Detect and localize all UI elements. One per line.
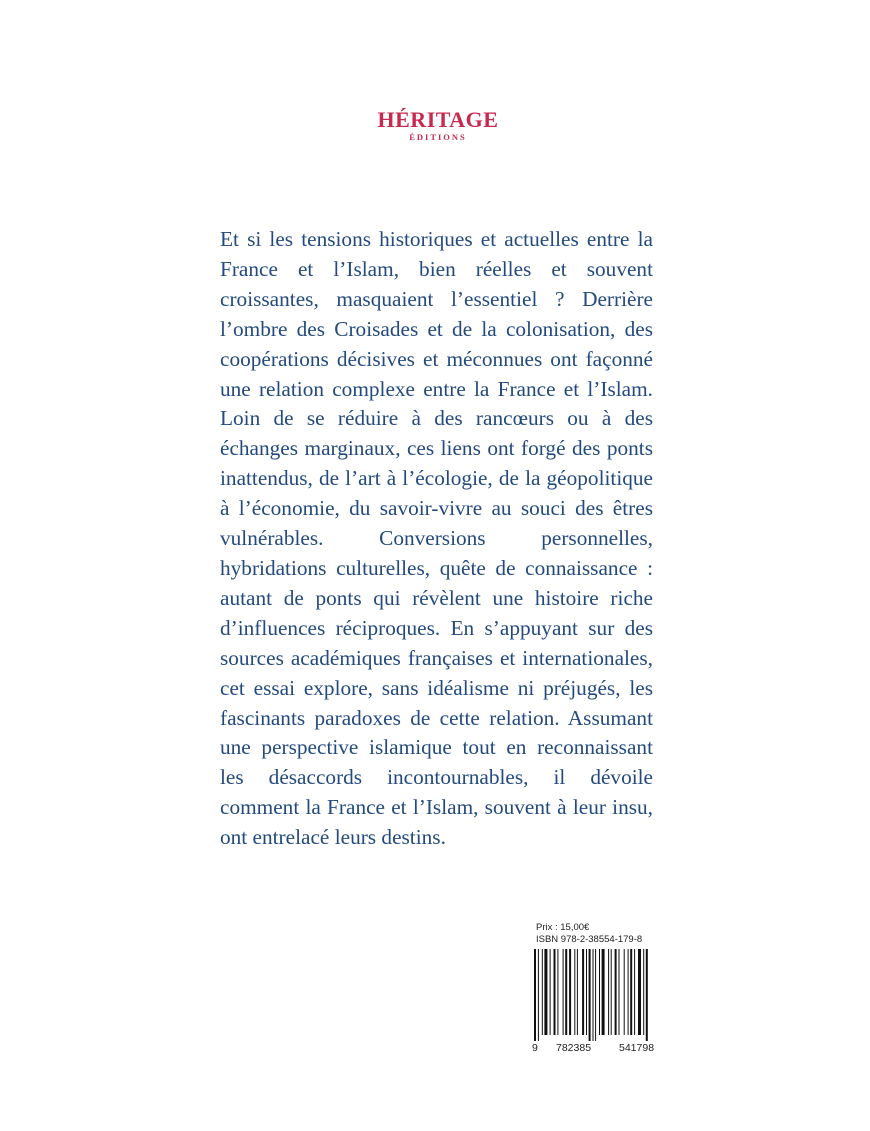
barcode-digits-left: 782385: [556, 1042, 592, 1054]
barcode-bar: [611, 949, 612, 1035]
barcode-bar: [569, 949, 571, 1035]
barcode-bar: [589, 949, 591, 1041]
price-label: Prix : 15,00€: [536, 922, 590, 933]
barcode-bar: [615, 949, 617, 1035]
barcode-digits-right: 541798: [619, 1042, 655, 1054]
barcode-bar: [574, 949, 575, 1035]
back-cover-blurb: Et si les tensions historiques et actuelles entre la France et l’Islam, bien réelles et souvent croissantes, masquaient l’essentiel ? Derrière l’ombre des Croisades et de la colonisation, des coopérations décisives et méconnues ont façonné une relation complexe entre la France et l’Islam. Loin de se réduire à des rancœurs ou à des échanges marginaux, ces liens ont forgé des ponts inattendus, de l’art à l’écologie, de la géopolitique à l’économie, du savoir-vivre au souci des êtres vulnérables. Conversions personnelles, hybridations culturelles, quête de connaissance : autant de ponts qui révèlent une histoire riche d’influences réciproques. En s’appuyant sur des sources académiques françaises et internationales, cet essai explore, sans idéalisme ni préjugés, les fascinants paradoxes de cette relation. Assumant une perspective islamique tout en reconnaissant les désaccords incontournables, il dévoile comment la France et l’Islam, souvent à leur insu, ont entrelacé leurs destins.: [220, 227, 653, 850]
barcode-digits: [530, 1041, 680, 1055]
barcode-bar: [550, 949, 551, 1035]
barcode-bar: [544, 949, 547, 1035]
barcode-bar: [538, 949, 539, 1041]
barcode-bar: [630, 949, 632, 1035]
barcode-bar: [586, 949, 587, 1035]
barcode-bar: [593, 949, 594, 1041]
barcode-bar: [565, 949, 567, 1035]
publisher-name: HÉRITAGE: [377, 107, 499, 132]
barcode-bar: [563, 949, 564, 1035]
isbn-label: ISBN 978-2-38554-179-8: [536, 934, 643, 945]
barcode-bar: [643, 949, 644, 1035]
barcode-bar: [554, 949, 556, 1035]
publisher-subtitle: ÉDITIONS: [409, 132, 467, 142]
barcode-bar: [634, 949, 635, 1035]
barcode-bar: [624, 949, 625, 1035]
isbn-barcode: [530, 949, 650, 1041]
barcode-bar: [595, 949, 596, 1041]
barcode-bar: [542, 949, 543, 1035]
barcode-bar: [599, 949, 600, 1035]
barcode-bar: [608, 949, 609, 1035]
barcode-bar: [602, 949, 605, 1035]
publisher-logo: [0, 108, 870, 142]
barcode-bar: [646, 949, 648, 1041]
barcode-bar: [638, 949, 641, 1035]
barcode-bar: [577, 949, 578, 1035]
barcode-bar: [557, 949, 558, 1035]
barcode-block: [530, 922, 680, 1055]
barcode-bar: [534, 949, 536, 1041]
barcode-digit-first: 9: [532, 1042, 538, 1054]
barcode-bar: [619, 949, 620, 1035]
barcode-bar: [582, 949, 584, 1035]
barcode-bar: [628, 949, 629, 1035]
